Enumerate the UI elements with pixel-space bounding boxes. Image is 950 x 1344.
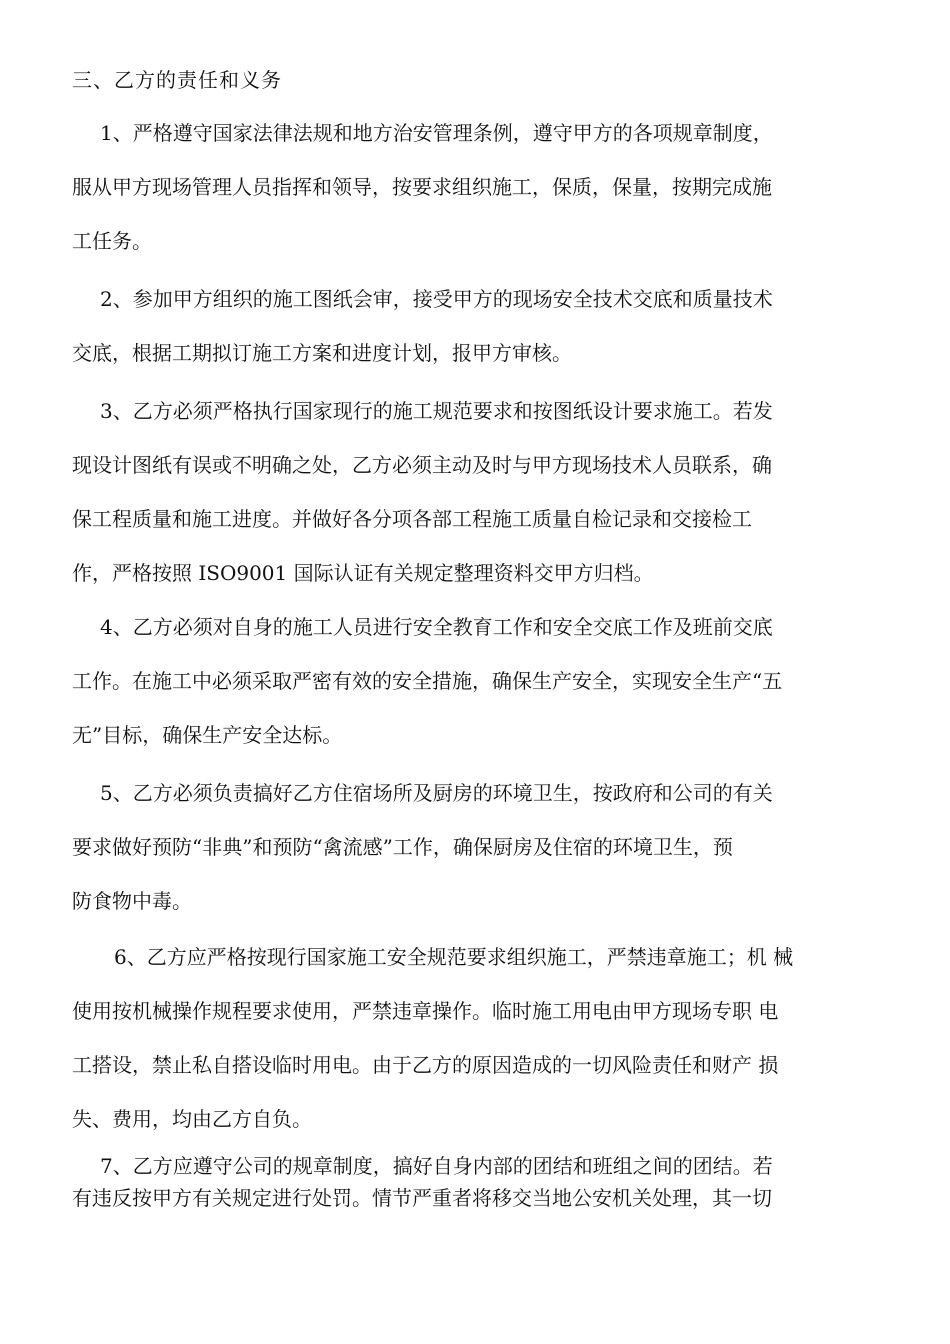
clause-6-line-1: 6、乙方应严格按现行国家施工安全规范要求组织施工，严禁违章施工；机 械 [114, 945, 794, 969]
clause-2-line-1: 2、参加甲方组织的施工图纸会审，接受甲方的现场安全技术交底和质量技术 [100, 287, 773, 311]
clause-5-line-1: 5、乙方必须负责搞好乙方住宿场所及厨房的环境卫生，按政府和公司的有关 [100, 781, 773, 805]
clause-4-line-3: 无”目标，确保生产安全达标。 [72, 723, 343, 747]
clause-7 [72, 1150, 878, 1214]
clause-6-line-3: 工搭设，禁止私自搭设临时用电。由于乙方的原因造成的一切风险责任和财产 损 [72, 1053, 779, 1077]
clause-1 [72, 106, 878, 268]
clause-1-line-1: 1、严格遵守国家法律法规和地方治安管理条例，遵守甲方的各项规章制度， [100, 121, 773, 145]
clause-3-line-4: 作，严格按照 ISO9001 国际认证有关规定整理资料交甲方归档。 [72, 561, 654, 585]
clause-6-line-2: 使用按机械操作规程要求使用，严禁违章操作。临时施工用电由甲方现场专职 电 [72, 999, 779, 1023]
clause-1-line-3: 工任务。 [72, 229, 152, 253]
clause-1-line-2: 服从甲方现场管理人员指挥和领导，按要求组织施工，保质，保量，按期完成施 [72, 175, 772, 199]
clause-3-line-3: 保工程质量和施工进度。并做好各分项各部工程施工质量自检记录和交接检工 [72, 507, 752, 531]
clause-4 [72, 600, 878, 762]
clause-3-line-2: 现设计图纸有误或不明确之处，乙方必须主动及时与甲方现场技术人员联系，确 [72, 453, 772, 477]
clause-7-line-1: 7、乙方应遵守公司的规章制度，搞好自身内部的团结和班组之间的团结。若 [100, 1154, 773, 1178]
clause-6-line-4: 失、费用，均由乙方自负。 [72, 1107, 312, 1131]
clause-5-line-3: 防食物中毒。 [72, 889, 192, 913]
clause-7-line-2: 有违反按甲方有关规定进行处罚。情节严重者将移交当地公安机关处理，其一切 [72, 1186, 772, 1210]
clause-5 [72, 766, 878, 928]
clause-3-line-1: 3、乙方必须严格执行国家现行的施工规范要求和按图纸设计要求施工。若发 [100, 399, 773, 423]
clause-2 [72, 272, 878, 380]
clause-5-line-2: 要求做好预防“非典”和预防“禽流感”工作，确保厨房及住宿的环境卫生，预 [72, 835, 733, 859]
clause-6 [72, 930, 878, 1146]
section-heading: 三、乙方的责任和义务 [72, 68, 282, 92]
clause-2-line-2: 交底，根据工期拟订施工方案和进度计划，报甲方审核。 [72, 341, 572, 365]
clause-4-line-2: 工作。在施工中必须采取严密有效的安全措施，确保生产安全，实现安全生产“五 [72, 669, 783, 693]
clause-3 [72, 384, 878, 600]
clause-4-line-1: 4、乙方必须对自身的施工人员进行安全教育工作和安全交底工作及班前交底 [100, 615, 773, 639]
